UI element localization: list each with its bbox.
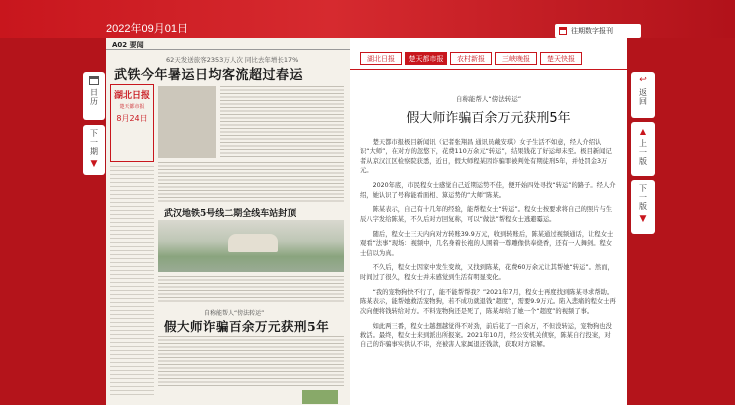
article-paragraph: 如此两三番，程女士越想越觉得不对劲，前后花了一百余万，不但没转运，宠物狗也没救活。最终，程女士来到派出所报案。2021年10月，经公安机关侦察，陈某自行投案，对自己的诈骗事实供认不讳，亮被害人家属退还钱款，获取对方谅解。 (360, 322, 612, 349)
page-main-headline[interactable]: 武铁今年暑运日均客流超过春运 (114, 68, 304, 83)
article-text-block[interactable] (220, 86, 344, 158)
calendar-tab-label: 日历 (89, 88, 99, 106)
calendar-icon (89, 76, 99, 85)
return-icon: ↩ (639, 75, 647, 85)
article-paragraph: 2020年底，市民程女士感觉自己近期运势不佳，便开始四处寻找“转运”的路子。经人介绍，她认识了号称能看面相、算运势的“大师”陈某。 (360, 182, 616, 199)
archive-label: 往期数字报刊 (571, 27, 613, 35)
masthead-title: 湖北日报 (113, 91, 150, 101)
article-text-block[interactable] (158, 162, 344, 202)
article-text-block[interactable] (158, 276, 344, 304)
chevron-down-icon: ▼ (639, 214, 647, 224)
issue-date: 2022年09月01日 (106, 23, 188, 35)
article-paragraph: 楚天都市报极目新闻讯（记者张翔昌 通讯员戴安琪）女子生活不如意，经人介绍认识“大师”，在对方的忽悠下，花费110万余元“转运”，结果钱花了好运却未至。极目新闻记者从京汉江区检察院获悉，近日，假大师程某因诈骗罪被判处有期徒刑5年，并处罚金3万元。 (360, 139, 612, 175)
calendar-icon (559, 27, 567, 35)
next-page-label: 下一版 (638, 184, 648, 211)
chevron-down-icon: ▼ (90, 159, 98, 169)
divider (350, 69, 627, 70)
next-issue-tab[interactable] (83, 125, 105, 175)
archive-button[interactable] (555, 24, 641, 38)
page-header-strip (106, 38, 350, 50)
masthead (110, 84, 154, 162)
section-label: A02 要闻 (112, 41, 144, 49)
page-headline-fraud[interactable]: 假大师诈骗百余万元获刑5年 (164, 319, 330, 334)
chevron-up-icon: ▲ (639, 127, 647, 136)
article-title: 假大师诈骗百余万元获刑5年 (406, 111, 571, 126)
article-paragraph: 不久后，程女士因家中发生变故，又找到陈某，花费60万余元让其帮她“转运”。然而，时间过了很久，程女士并未感觉到生活有明显变化。 (360, 264, 614, 281)
calendar-tab[interactable] (83, 72, 105, 120)
prev-page-button[interactable] (631, 122, 655, 176)
article-panel (350, 38, 627, 405)
nav-sanxia-evening[interactable]: 三峡晚报 (495, 52, 537, 65)
prev-page-label: 上一版 (638, 139, 648, 166)
nav-chutian-metro[interactable]: 楚天都市报 (405, 52, 447, 65)
page-kicker-fraud: 自称能帮人“傍法转运” (204, 310, 265, 317)
header-bar (0, 0, 735, 38)
article-text-block[interactable] (158, 336, 344, 388)
next-issue-label: 下一期 (89, 129, 99, 156)
article-paragraph: 随后，程女士三天内向对方转账39.9万元，收到转账后，陈某通过视频通话，让程女士观看“法事”现场：视频中，几名身着长袍的人围着一尊雕像供奉烧香，还有一人舞剑。程女士信以为真。 (360, 230, 614, 257)
newspaper-page[interactable] (106, 38, 350, 405)
article-kicker: 自称能帮人“傍法转运” (455, 95, 522, 103)
masthead-date: 8月24日 (116, 114, 148, 123)
back-button[interactable] (631, 72, 655, 118)
nav-chutian-express[interactable]: 楚天快报 (540, 52, 582, 65)
article-paragraph: 陈某表示，自己有十几年的经验，能帮程女士“转运”。程女士按要求将自己的照片与生辰八字发给陈某，不久后对方回复称，可以“做法”帮程女士逃避霉运。 (360, 206, 613, 223)
left-index-column (110, 166, 154, 396)
back-label: 返回 (638, 88, 648, 106)
ad-logo (302, 390, 338, 404)
nav-rural-news[interactable]: 农村新报 (450, 52, 492, 65)
metro-station-image (158, 220, 344, 272)
next-page-button[interactable] (631, 180, 655, 234)
page-headline-metro[interactable]: 武汉地铁5号线二期全线车站封顶 (164, 209, 297, 219)
paper-nav (360, 52, 582, 65)
nav-hubei-daily[interactable]: 湖北日报 (360, 52, 402, 65)
article-paragraph: “我的宠物狗快不行了，能不能帮帮我？”2021年7月，程女士再度找到陈某寻求帮助。陈某表示，能帮她救活宠物狗，若不成功就退钱“超度”，需要9.9万元。陷入悲痛的程女士再次向便将钱转给对方。不料宠物狗还是死了，陈某却给了她一个“超度”的视频了事。 (360, 288, 616, 315)
news-photo (158, 86, 216, 158)
article-body (360, 138, 617, 355)
page-subhead: 62天发送旅客2353万人次 同比去年增长17% (166, 56, 299, 64)
masthead-sub: 楚天都市报 (119, 104, 145, 110)
